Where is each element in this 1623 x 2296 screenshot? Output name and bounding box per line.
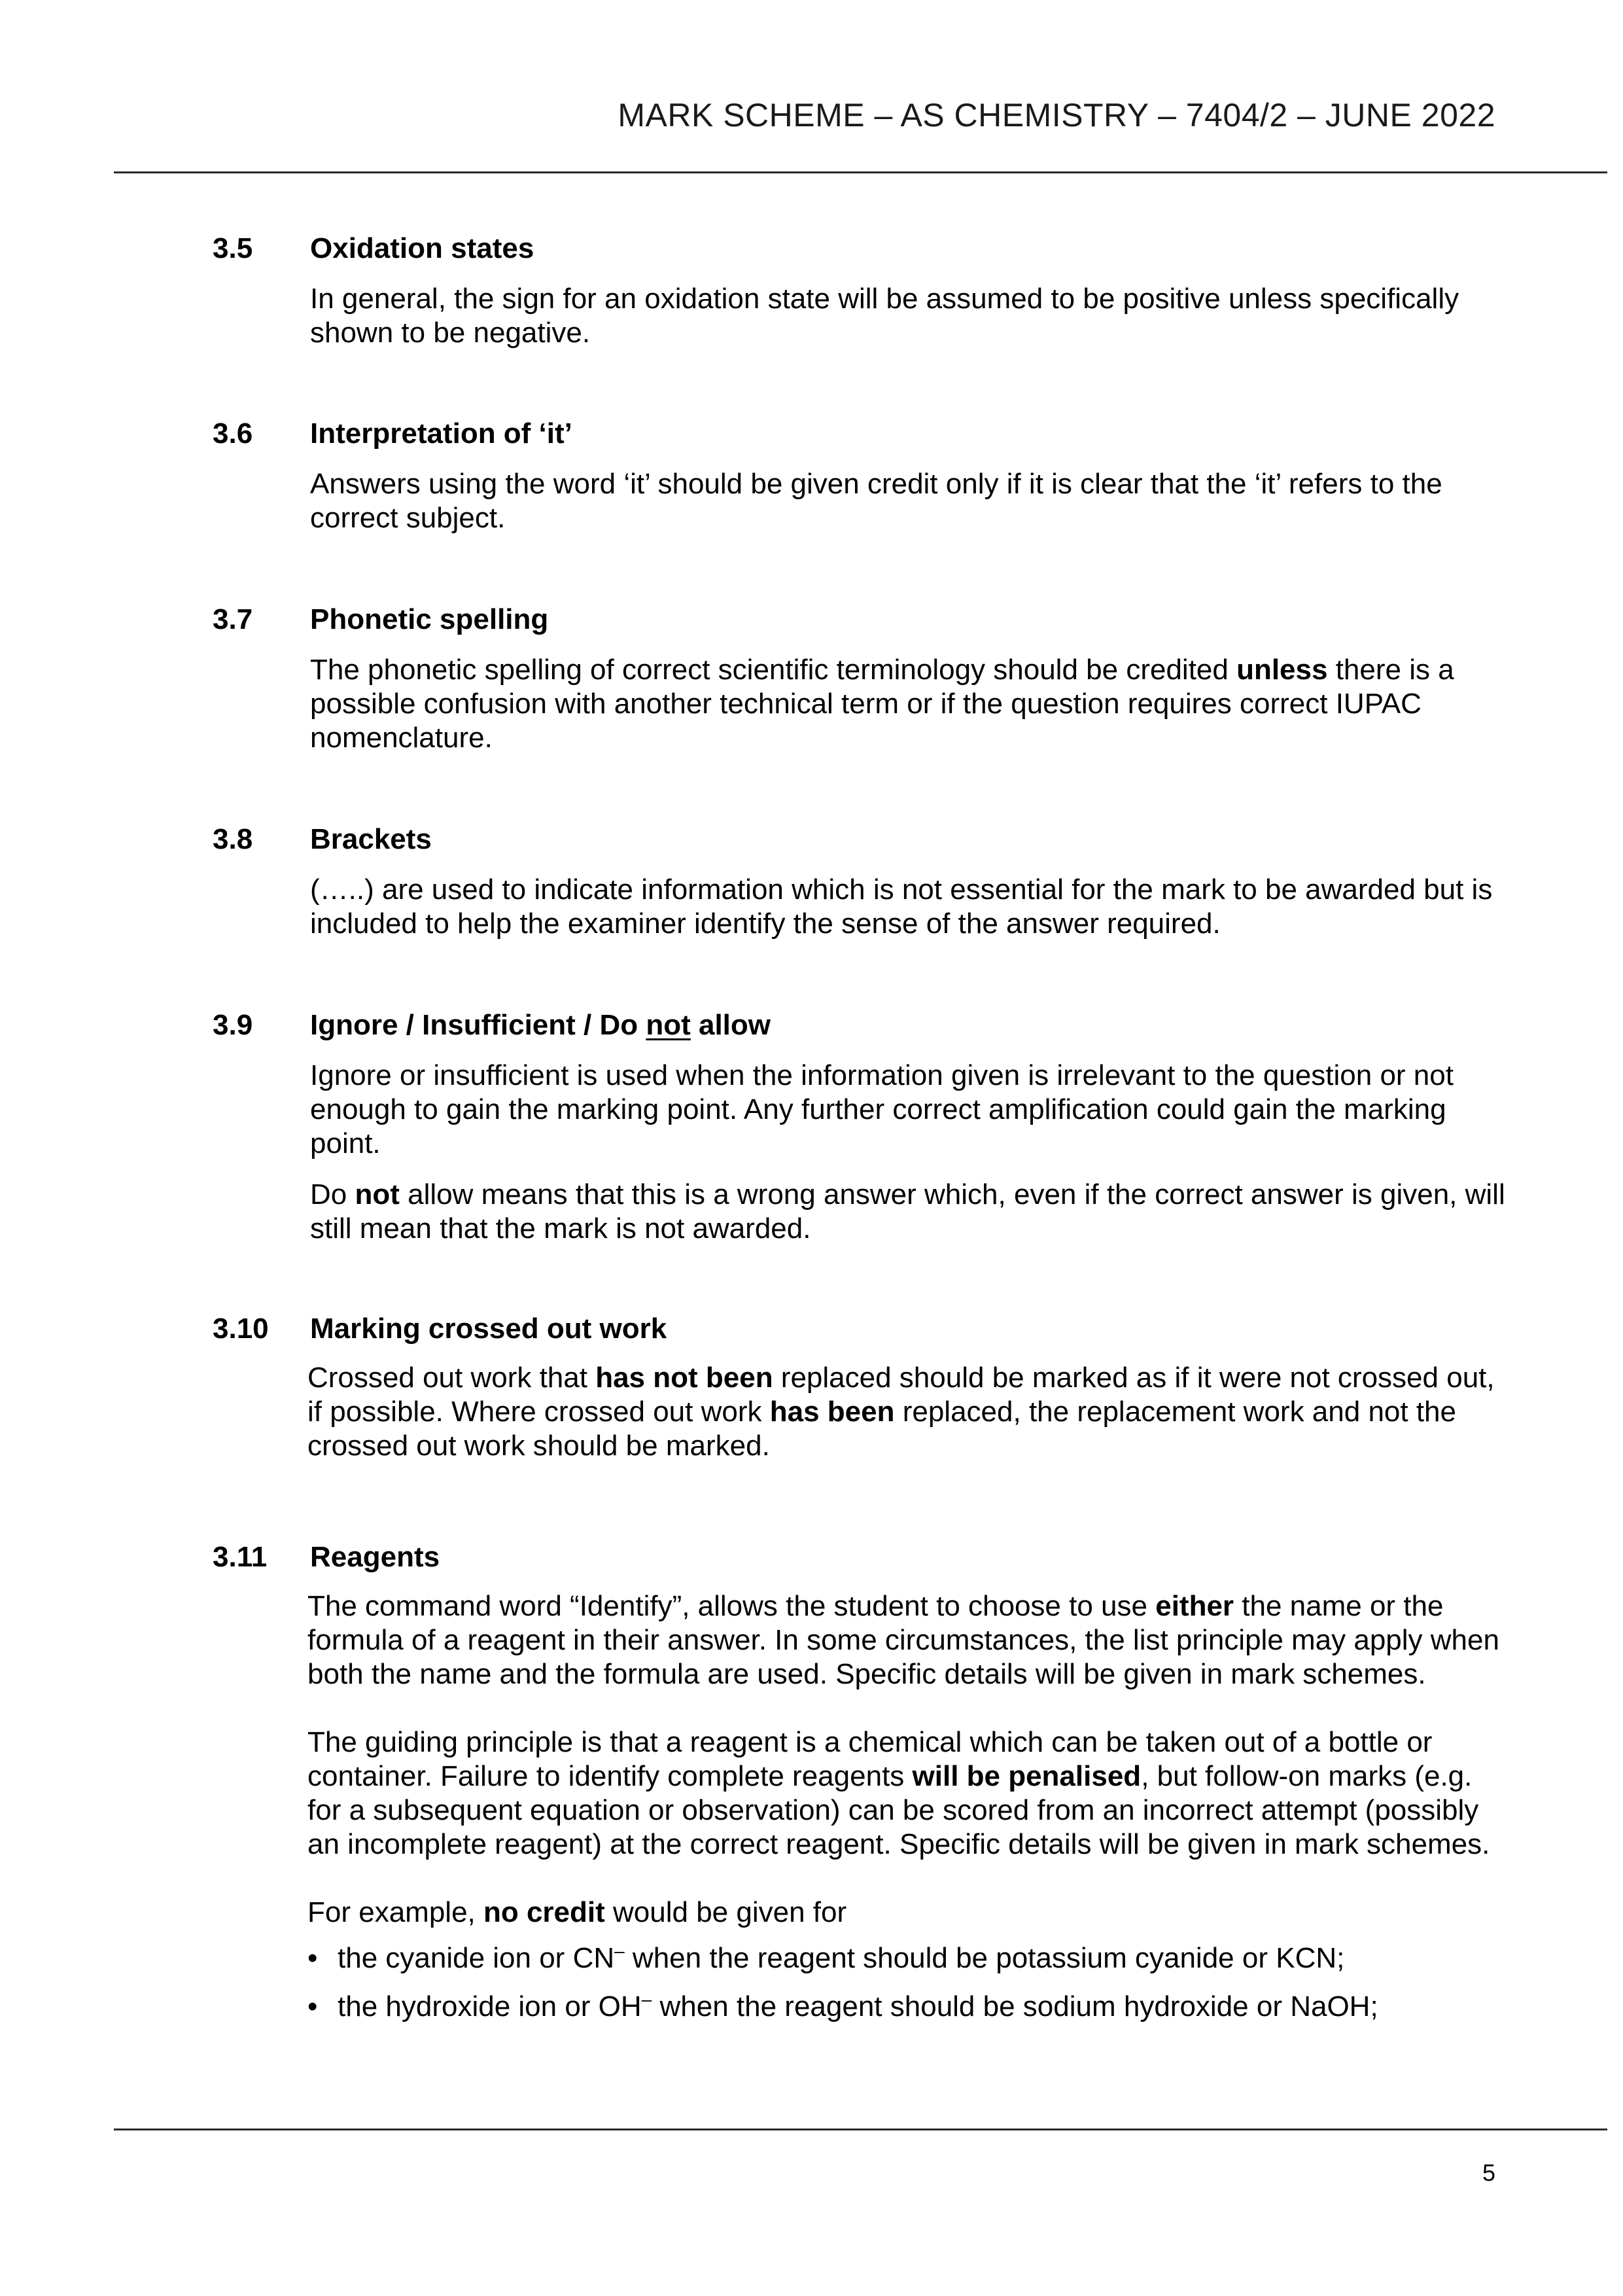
header-title: MARK SCHEME – AS CHEMISTRY – 7404/2 – JUNE 2022 — [618, 97, 1495, 133]
section-title: Interpretation of ‘it’ — [310, 417, 572, 450]
section-title: Brackets — [310, 823, 432, 855]
text-run: Crossed out work that — [307, 1362, 596, 1394]
emphasis: either — [1155, 1590, 1234, 1622]
text-run: The command word “Identify”, allows the student to choose to use — [307, 1590, 1156, 1622]
section-body — [310, 1059, 1507, 1246]
paragraph — [307, 1725, 1505, 1862]
page-header — [0, 0, 1623, 170]
text-run: when the reagent should be potassium cyanide or KCN; — [624, 1942, 1345, 1974]
emphasis: will be penalised — [912, 1760, 1142, 1792]
text-run: Do — [310, 1178, 355, 1210]
section-title: Reagents — [310, 1541, 440, 1573]
emphasis: has been — [769, 1396, 895, 1428]
page-number: 5 — [1482, 2159, 1495, 2186]
section-number: 3.10 — [213, 1313, 269, 1345]
charge-superscript: – — [641, 1989, 652, 2009]
paragraph — [310, 653, 1507, 755]
text-run: when the reagent should be sodium hydroxide or NaOH; — [652, 1990, 1378, 2022]
text-run: the name or the formula of a reagent in their answer. In some circumstances, the list principle may apply when both the name and the formula are used. Specific details will be given in mark schemes. — [307, 1590, 1499, 1690]
example-list — [307, 1941, 1505, 2024]
paragraph — [307, 1361, 1505, 1463]
paragraph — [310, 1178, 1507, 1246]
section-number: 3.11 — [213, 1541, 268, 1573]
text-run: , but follow-on marks (e.g. for a subsequent equation or observation) can be scored from an incorrect attempt (possibly an incomplete reagent) at the correct reagent. Specific details will be given in mark schemes. — [307, 1760, 1490, 1860]
bullet-icon: • — [307, 1990, 318, 2022]
footer-divider — [114, 2128, 1607, 2130]
list-item — [307, 1941, 1505, 1975]
text-run: The phonetic spelling of correct scientific terminology should be credited — [310, 654, 1237, 686]
text-run: The guiding principle is that a reagent is a chemical which can be taken out of a bottle or container. Failure to identify complete reagents — [307, 1726, 1433, 1792]
charge-superscript: – — [614, 1941, 625, 1961]
text-run: replaced, the replacement work and not the crossed out work should be marked. — [307, 1396, 1456, 1462]
section-number: 3.6 — [213, 417, 253, 450]
text-run: there is a possible confusion with another technical term or if the question requires correct IUPAC nomenclature. — [310, 654, 1454, 754]
text-run: replaced should be marked as if it were not crossed out, if possible. Where crossed out work — [307, 1362, 1495, 1428]
list-item — [307, 1990, 1505, 2024]
text-run: the cyanide ion or CN — [338, 1942, 615, 1974]
section-body — [310, 873, 1507, 941]
section-title: Marking crossed out work — [310, 1313, 667, 1345]
underlined-text: not — [646, 1009, 691, 1041]
paragraph: In general, the sign for an oxidation state will be assumed to be positive unless specifically shown to be negative. — [310, 283, 1459, 349]
section-title: Phonetic spelling — [310, 603, 549, 635]
section-number: 3.5 — [213, 232, 253, 264]
paragraph — [307, 1896, 1505, 1930]
emphasis: unless — [1236, 654, 1328, 686]
header-divider — [114, 171, 1607, 173]
section-body — [310, 467, 1507, 535]
text-run: Ignore / Insufficient / Do — [310, 1009, 646, 1041]
section-number: 3.8 — [213, 823, 253, 855]
section-title — [310, 1009, 771, 1042]
section-body — [310, 653, 1507, 755]
emphasis: has not been — [595, 1362, 773, 1394]
paragraph — [307, 1589, 1505, 1691]
section-body — [307, 1361, 1505, 1463]
section-title: Oxidation states — [310, 232, 534, 264]
text-run: For example, — [307, 1896, 483, 1928]
text-run: the hydroxide ion or OH — [338, 1990, 642, 2022]
paragraph: Ignore or insufficient is used when the information given is irrelevant to the question or not enough to gain the marking point. Any further correct amplification could gain the marking point. — [310, 1059, 1454, 1159]
text-run: would be given for — [604, 1896, 847, 1928]
text-run: allow means that this is a wrong answer which, even if the correct answer is given, will still mean that the mark is not awarded. — [310, 1178, 1505, 1245]
emphasis: not — [355, 1178, 400, 1210]
section-number: 3.9 — [213, 1009, 253, 1041]
paragraph: Answers using the word ‘it’ should be given credit only if it is clear that the ‘it’ refers to the correct subject. — [310, 468, 1442, 534]
text-run: allow — [690, 1009, 771, 1041]
bullet-icon: • — [307, 1942, 318, 1974]
section-number: 3.7 — [213, 603, 253, 635]
paragraph: (…..) are used to indicate information which is not essential for the mark to be awarded but is included to help the examiner identify the sense of the answer required. — [310, 874, 1493, 940]
section-body — [310, 282, 1507, 350]
section-body — [307, 1589, 1505, 2038]
emphasis: no credit — [483, 1896, 605, 1928]
